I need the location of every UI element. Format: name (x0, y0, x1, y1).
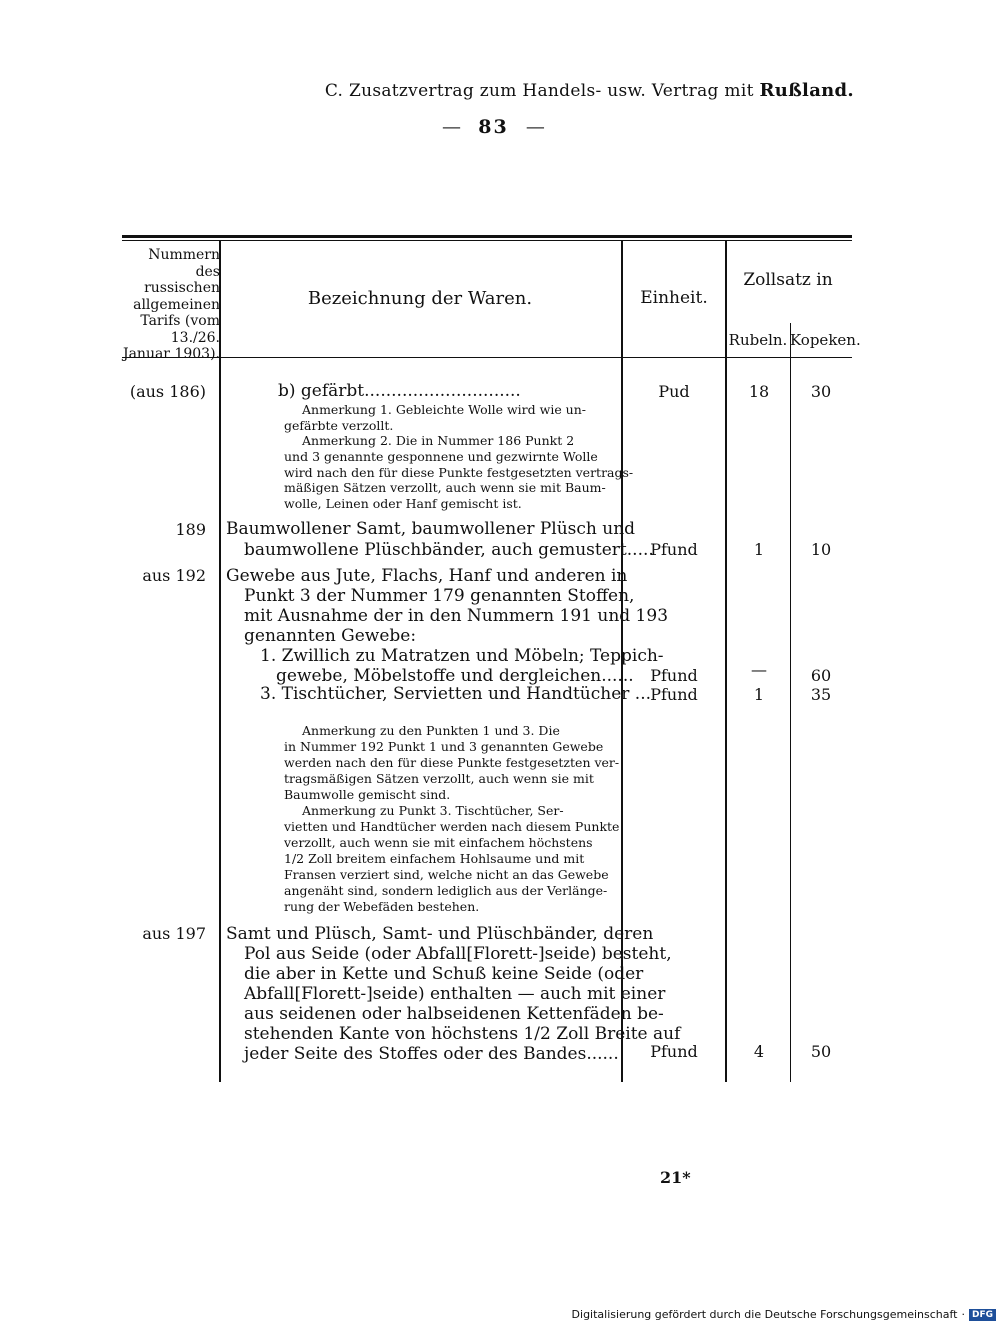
row-192-note-1: Anmerkung zu den Punkten 1 und 3. Die (302, 723, 560, 738)
row-192-line-2: Punkt 3 der Nummer 179 genannten Stoffen, (244, 586, 635, 606)
row-186-note-6: mäßigen Sätzen verzollt, auch wenn sie mit Baum- (284, 480, 606, 495)
row-192-line-4: genannten Gewebe: (244, 626, 417, 646)
row-192-note-4: tragsmäßigen Sätzen verzollt, auch wenn sie mit (284, 771, 594, 786)
row-192-line-1: Gewebe aus Jute, Flachs, Hanf und anderen in (226, 566, 628, 586)
row-186-note-5: wird nach den für diese Punkte festgesetzten vertrags- (284, 465, 634, 480)
table-top-rule-thin (122, 240, 852, 241)
page-number-dash-left: — (442, 116, 461, 138)
row-192-line-6: gewebe, Möbelstoffe und dergleichen...... (276, 666, 634, 686)
row-197-line-3: die aber in Kette und Schuß keine Seide (oder (244, 964, 644, 984)
row-192-note-7: vietten und Handtücher werden nach diesem Punkte (284, 819, 620, 834)
header-bezeichnung: Bezeichnung der Waren. (307, 288, 533, 309)
row-192-p1-einheit: Pfund (650, 666, 698, 685)
row-197-line-5: aus seidenen oder halbseidenen Kettenfäden be- (244, 1004, 664, 1024)
row-192-note-6: Anmerkung zu Punkt 3. Tischtücher, Ser- (302, 803, 564, 818)
row-197-kopeken: 50 (810, 1042, 832, 1061)
row-192-line-3: mit Ausnahme der in den Nummern 191 und 193 (244, 606, 669, 626)
row-189-line-1: Baumwollener Samt, baumwollener Plüsch und (226, 519, 636, 539)
footer-text: Digitalisierung gefördert durch die Deutsche Forschungsgemeinschaft (571, 1308, 958, 1321)
row-192-p3-kopeken: 35 (810, 685, 832, 704)
header-zollsatz: Zollsatz in (743, 270, 833, 290)
row-192-p3-einheit: Pfund (650, 685, 698, 704)
row-186-note-7: wolle, Leinen oder Hanf gemischt ist. (284, 496, 522, 511)
row-189-line-2: baumwollene Plüschbänder, auch gemustert..... (244, 540, 654, 560)
dfg-logo-icon: DFG (969, 1309, 996, 1321)
row-186-note-4: und 3 genannte gesponnene und gezwirnte Wolle (284, 449, 598, 464)
row-192-note-3: werden nach den für diese Punkte festgesetzten ver- (284, 755, 620, 770)
row-186-note-2: gefärbte verzollt. (284, 418, 394, 433)
row-189-einheit: Pfund (650, 540, 698, 559)
row-192-note-10: Fransen verziert sind, welche nicht an das Gewebe (284, 867, 609, 882)
footer-separator-dot: · (961, 1308, 965, 1321)
digitization-footer (572, 1308, 996, 1321)
page-number: 83 (478, 116, 509, 138)
row-197-line-7: jeder Seite des Stoffes oder des Bandes...... (244, 1044, 619, 1064)
row-192-number: aus 192 (142, 566, 206, 585)
row-186-einheit: Pud (658, 382, 690, 401)
row-186-note-1: Anmerkung 1. Gebleichte Wolle wird wie un- (302, 402, 587, 417)
row-192-note-2: in Nummer 192 Punkt 1 und 3 genannten Gewebe (284, 739, 604, 754)
row-192-p1-kopeken: 60 (810, 666, 832, 685)
row-186-note-3: Anmerkung 2. Die in Nummer 186 Punkt 2 (302, 433, 575, 448)
row-186-text: b) gefärbt............................. (278, 381, 521, 401)
column-divider-nummern (219, 240, 221, 1082)
row-186-rubeln: 18 (748, 382, 770, 401)
row-192-line-5: 1. Zwillich zu Matratzen und Möbeln; Teppich- (260, 646, 664, 666)
row-197-line-1: Samt und Plüsch, Samt- und Plüschbänder, deren (226, 924, 654, 944)
running-head-country: Rußland. (759, 80, 854, 101)
running-head-text: C. Zusatzvertrag zum Handels- usw. Vertrag mit (324, 81, 754, 101)
page-number-line (442, 116, 545, 138)
row-197-line-4: Abfall[Florett-]seide) enthalten — auch mit einer (244, 984, 666, 1004)
row-186-number: (aus 186) (129, 382, 206, 401)
row-197-line-6: stehenden Kante von höchstens 1/2 Zoll Breite auf (244, 1024, 681, 1044)
header-nummern: Nummern des russischen allgemeinen Tarifs (vom 13./26. Januar 1903). (122, 247, 220, 362)
row-192-note-5: Baumwolle gemischt sind. (284, 787, 451, 802)
page-number-dash-right: — (525, 116, 545, 138)
row-192-note-9: 1/2 Zoll breitem einfachem Hohlsaume und mit (284, 851, 585, 866)
row-197-einheit: Pfund (650, 1042, 698, 1061)
row-192-p3-rubeln: 1 (753, 685, 765, 704)
row-192-note-11: angenäht sind, sondern lediglich aus der Verlänge- (284, 883, 608, 898)
sheet-signature: 21* (660, 1168, 691, 1187)
header-kopeken: Kopeken. (790, 331, 861, 349)
running-head (325, 80, 854, 101)
row-192-note-12: rung der Webefäden bestehen. (284, 899, 480, 914)
row-189-number: 189 (175, 520, 206, 539)
row-189-kopeken: 10 (810, 540, 832, 559)
row-189-rubeln: 1 (753, 540, 765, 559)
row-192-note-8: verzollt, auch wenn sie mit einfachem höchstens (284, 835, 593, 850)
table-header-bottom-rule (122, 357, 852, 358)
row-192-line-7: 3. Tischtücher, Servietten und Handtücher ... (260, 684, 652, 704)
row-197-rubeln: 4 (753, 1042, 765, 1061)
header-rubeln: Rubeln. (728, 331, 788, 349)
row-197-line-2: Pol aus Seide (oder Abfall[Florett-]seide) besteht, (244, 944, 672, 964)
row-186-kopeken: 30 (810, 382, 832, 401)
table-top-rule-thick (122, 235, 852, 238)
row-197-number: aus 197 (142, 924, 206, 943)
row-192-p1-rubeln: — (751, 660, 767, 679)
header-einheit: Einheit. (640, 288, 708, 308)
